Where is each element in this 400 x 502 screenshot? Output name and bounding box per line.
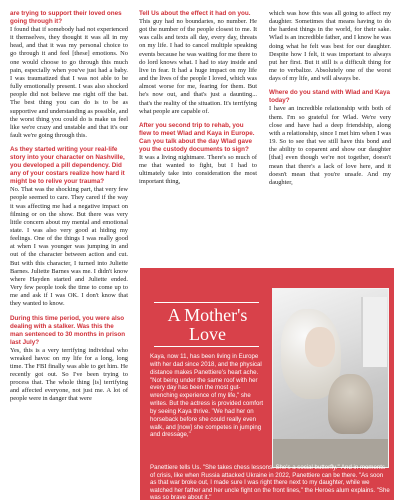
photo-foreground — [273, 439, 388, 467]
interview-answer: Yes, this is a very terrifying individual who wreaked havoc on my life for a long, long time. The FBI finally was able to get him. He recently got out. So I've been trying to process that. The whole thing [is] terrifying and affected everyone, not just me. A lot of people were in danger that were — [10, 346, 128, 403]
interview-question: After you second trip to rehab, you flew to meet Wlad and Kaya in Europe. Can you talk about the day Wlad gave you the custody documents to sign? — [139, 121, 255, 153]
interview-question: During this time period, you were also dealing with a stalker. Was this the man sentenced to 30 months in prison last July? — [10, 314, 126, 346]
interview-question: As they started writing your real-life story into your character on Nashville, you developed a pill dependency. Did any of your costars realize how hard it might be to relive your trauma? — [10, 146, 125, 186]
sidebar-title-line2: Love — [189, 324, 226, 344]
article-column-1 — [10, 10, 128, 404]
sidebar-title — [150, 306, 265, 344]
interview-question: are trying to support their loved ones going through it? — [10, 10, 122, 25]
interview-answer: I have an incredible relationship with both of them. I'm so grateful for Wlad. We're very close and have had a deep friendship, along with a relationship, since I met him when I was 19. So to see that we still have this bond and the ability to coparent and show our daughter [that] even though we're not together, doesn't mean that there's a lack of love here, and it doesn't mean that you're unsafe. And my daughter, — [269, 105, 391, 186]
interview-answer: This guy had no boundaries, no number. He got the number of the people closest to me. It was calls and texts all day, every day, threats on my life. I had to cancel multiple speaking events because he was waiting for me there to do lord knows what. I had to stay inside and live in fear. It had a huge impact on my life and the lives of the people I loved, which was almost worse for me, fearing for them. But he's now out, and that's just a daunting... that's the reality of the situation. It's terrifying what people are capable of. — [139, 18, 257, 115]
sidebar-body: Kaya, now 11, has been living in Europe with her dad since 2018, and the physical distance makes Panettiere's heart ache. "Not being under the same roof with her every day has been the most gut-wrenching experience of my life," she writes. But the actress is provided comfort by seeing Kaya thrive. "We had her on horseback before she could really even walk, and [now] she competes in jumping and dressage," — [150, 353, 264, 439]
interview-question: Tell Us about the effect it had on you. — [139, 10, 251, 17]
interview-answer: I found that if somebody had not experienced it themselves, they thought it was all in my head, and that it was my personal choice to go through it and feel [these] emotions. No one would choose to go through this much pain, especially when you've just had a baby. I was traumatized that I was not able to be fully emotionally present. I was also shocked people did not believe me right off the bat. The best thing you can do is to be as supportive and understanding as possible, and the worst thing you could do is make us feel like we're crazy and unstable and that it's our fault we're going through this. — [10, 26, 128, 140]
sidebar-tail: Panettiere tells Us. "She takes chess lessons. She's a social butterfly." And in moments of crisis, like when Russia attacked Ukraine in 2022, Panettiere can be there. "As soon as that war broke out, I made sure I was right there next to my daughter, while we watched her father and her uncle fight on the front lines," the Heroes alum explains. "She was so brave about it." — [150, 464, 390, 502]
photo-window — [361, 297, 387, 367]
article-column-3 — [269, 10, 391, 187]
sidebar-title-line1: A Mother's — [167, 305, 248, 325]
photo-child — [328, 374, 373, 434]
sidebar-box — [140, 268, 394, 500]
interview-answer: which was how this was all going to affect my daughter. Sometimes that means having to do the hardest things in the world, for their sake. Wlad is an incredible father, and I know he was doing what he felt was best for our daughter. Despite how I felt, it was important to always put her first. But it still is a difficult thing for me to verbalize. Absolutely one of the worst days of my life, and will always be. — [269, 10, 391, 83]
interview-question: Where do you stand with Wlad and Kaya today? — [269, 89, 391, 105]
photo-mother-face — [305, 327, 335, 367]
title-rule-top — [154, 302, 259, 303]
interview-answer: It was a living nightmare. There's so much of me that wanted to fight, but I had to ultimately take into consideration the most important thing, — [139, 153, 257, 186]
interview-answer: No. That was the shocking part, that very few people seemed to care. They cared if the way it was affecting me had a negative impact on filming or on the show. But there was very little concern about my mental and emotional state. I was also very good at hiding my feelings. One of the things I was really good at when I was younger was jumping in and out of the character between action and cut. But with this character, I turned into Juliette Barnes. Juliette Barnes was me. I didn't know where Hayden started and Juliette ended. Very few people took the time to come up to me and ask if I was OK. I don't know that they wanted to know. — [10, 186, 128, 308]
article-column-2 — [139, 10, 257, 187]
title-rule-bottom — [154, 346, 259, 347]
mother-daughter-photo — [272, 288, 389, 468]
photo-credit — [0, 330, 8, 500]
